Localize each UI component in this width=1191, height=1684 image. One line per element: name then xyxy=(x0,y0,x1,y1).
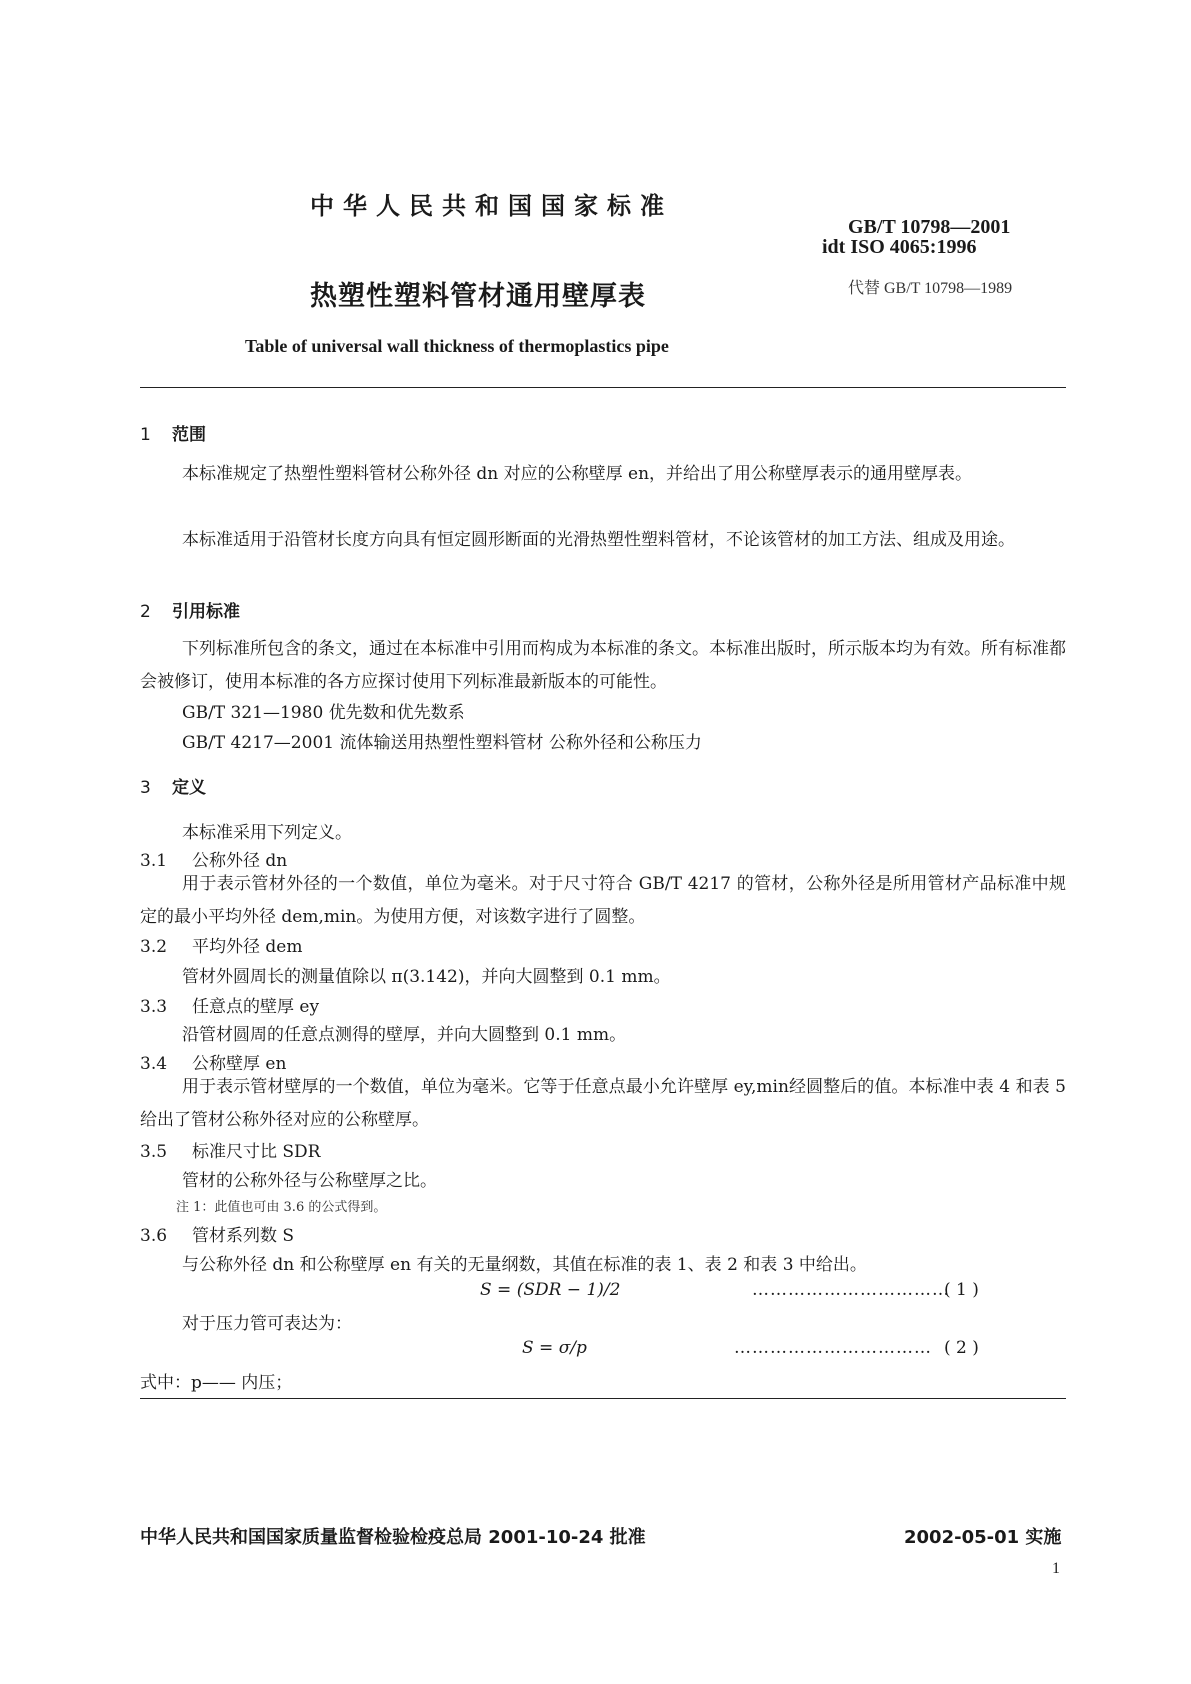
paragraph: 对于压力管可表达为： xyxy=(182,1314,352,1334)
section-title: 范围 xyxy=(172,425,206,445)
note: 注 1：此值也可由 3.6 的公式得到。 xyxy=(176,1200,387,1215)
clause-number: 3.6 xyxy=(140,1226,168,1246)
definition-text: 与公称外径 dn 和公称壁厚 en 有关的无量纲数，其值在标准的表 1、表 2 和表 3 中给出。 xyxy=(182,1255,867,1275)
replaces-standard: 代替 GB/T 10798—1989 xyxy=(848,280,1013,297)
standard-code: GB/T 10798—2001 xyxy=(848,216,1011,238)
document-title: 热塑性塑料管材通用壁厚表 xyxy=(310,281,646,312)
term-label: 任意点的壁厚 ey xyxy=(192,997,320,1017)
definition-term xyxy=(140,1137,320,1162)
paragraph: 本标准规定了热塑性塑料管材公称外径 dn 对应的公称壁厚 en，并给出了用公称壁厚表示的通用壁厚表。 xyxy=(182,464,973,484)
term-label: 平均外径 dem xyxy=(192,937,303,957)
term-label: 管材系列数 S xyxy=(192,1226,295,1246)
term-label: 公称外径 dn xyxy=(192,851,288,871)
section-number: 1 xyxy=(140,425,151,445)
definition-text: 用于表示管材壁厚的一个数值，单位为毫米。它等于任意点最小允许壁厚 ey,min经圆整后的值。本标准中表 4 和表 5 给出了管材公称外径对应的公称壁厚。 xyxy=(140,1077,1066,1130)
definition-text: 用于表示管材外径的一个数值，单位为毫米。对于尺寸符合 GB/T 4217 的管材，公称外径是所用管材产品标准中规定的最小平均外径 dem,min。为使用方便，对该数字进行了圆整。 xyxy=(140,874,1066,927)
clause-number: 3.3 xyxy=(140,997,168,1017)
definition-text: 管材外圆周长的测量值除以 π(3.142)，并向大圆整到 0.1 mm。 xyxy=(182,967,671,987)
term-label: 公称壁厚 en xyxy=(192,1054,287,1074)
normative-reference: GB/T 321—1980 优先数和优先数系 xyxy=(182,703,465,723)
issuing-authority: 中华人民共和国国家质量监督检验检疫总局 2001-10-24 批准 xyxy=(140,1527,646,1548)
section-heading xyxy=(140,597,240,622)
section-title: 引用标准 xyxy=(172,602,240,622)
definition-term xyxy=(140,932,302,957)
clause-number: 3.5 xyxy=(140,1142,168,1162)
normative-reference: GB/T 4217—2001 流体输送用热塑性塑料管材 公称外径和公称压力 xyxy=(182,733,702,753)
section-number: 2 xyxy=(140,602,151,622)
definition-text: 沿管材圆周的任意点测得的壁厚，并向大圆整到 0.1 mm。 xyxy=(182,1025,627,1045)
leader-dots: …………………………… xyxy=(752,1280,950,1300)
leader-dots: …………………………… xyxy=(734,1338,932,1358)
effective-date: 2002-05-01 实施 xyxy=(904,1527,1062,1548)
section-heading xyxy=(140,420,206,445)
clause-number: 3.1 xyxy=(140,851,168,871)
document-title-english: Table of universal wall thickness of thermoplastics pipe xyxy=(245,336,669,356)
clause-number: 3.4 xyxy=(140,1054,168,1074)
section-title: 定义 xyxy=(172,778,206,798)
paragraph: 本标准采用下列定义。 xyxy=(182,823,352,843)
where-clause: 式中：p—— 内压； xyxy=(140,1373,293,1393)
equation-number: ( 1 ) xyxy=(944,1280,979,1300)
section-heading xyxy=(140,773,206,798)
formula-1: S = (SDR − 1)/2 xyxy=(480,1280,621,1300)
section-number: 3 xyxy=(140,778,151,798)
iso-equivalent-code: idt ISO 4065:1996 xyxy=(822,236,977,258)
term-label: 标准尺寸比 SDR xyxy=(192,1142,321,1162)
footer-divider xyxy=(140,1398,1066,1399)
paragraph: 本标准适用于沿管材长度方向具有恒定圆形断面的光滑热塑性塑料管材，不论该管材的加工方法、组成及用途。 xyxy=(182,530,1015,550)
formula-2: S = σ/p xyxy=(522,1338,587,1358)
national-standard-heading: 中华人民共和国国家标准 xyxy=(310,192,673,220)
definition-term xyxy=(140,1221,294,1246)
equation-number: ( 2 ) xyxy=(944,1338,979,1358)
definition-term xyxy=(140,992,319,1017)
paragraph: 下列标准所包含的条文，通过在本标准中引用而构成为本标准的条文。本标准出版时，所示版本均为有效。所有标准都会被修订，使用本标准的各方应探讨使用下列标准最新版本的可能性。 xyxy=(140,639,1066,692)
page-number: 1 xyxy=(1052,1560,1060,1577)
definition-text: 管材的公称外径与公称壁厚之比。 xyxy=(182,1171,437,1191)
clause-number: 3.2 xyxy=(140,937,168,957)
header-divider xyxy=(140,387,1066,388)
